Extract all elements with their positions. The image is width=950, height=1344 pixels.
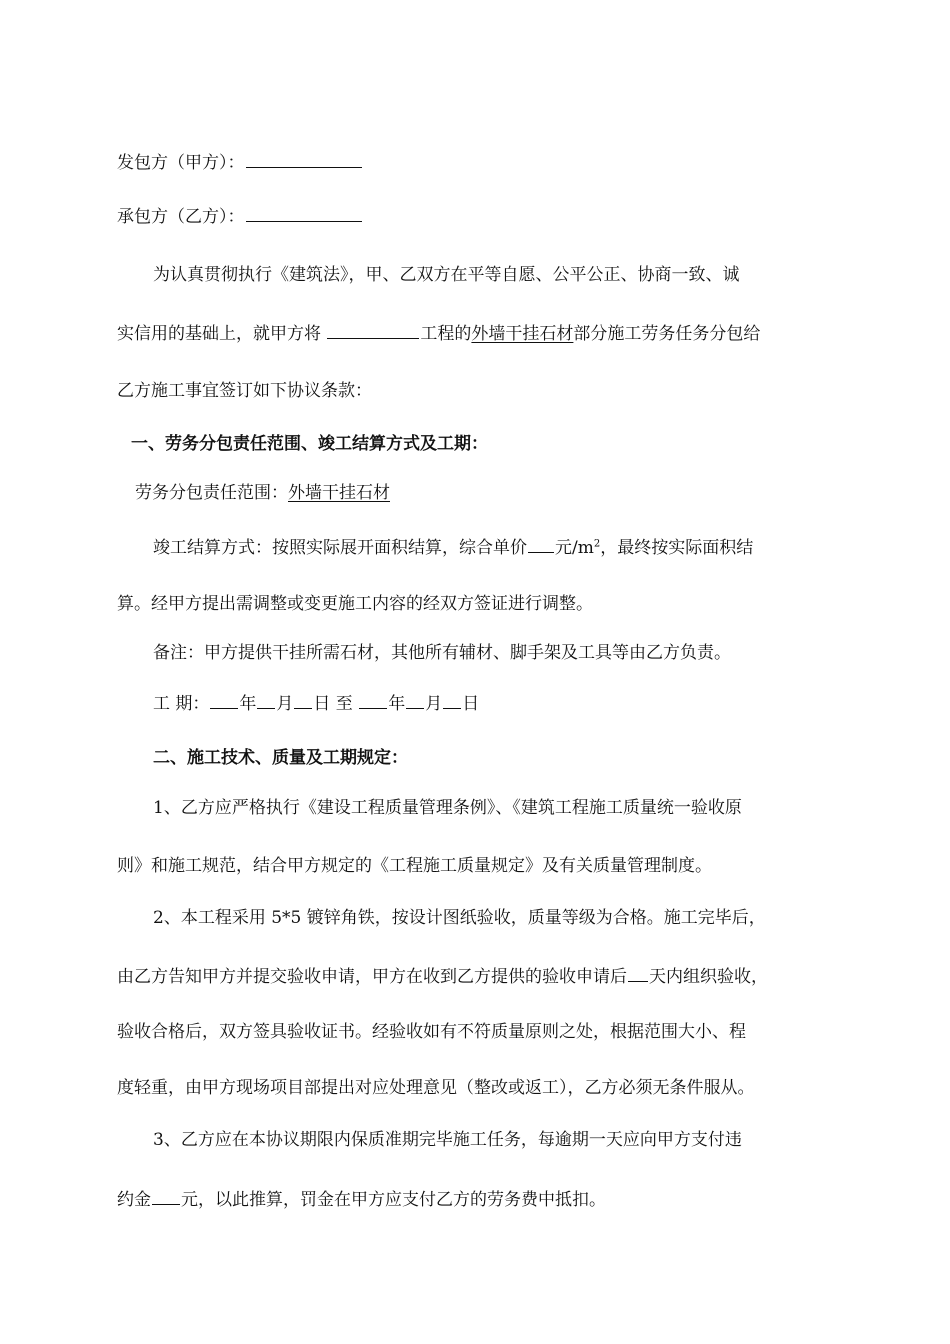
clause2-line-1: 2、本工程采用 5*5 镀锌角铁，按设计图纸验收，质量等级为合格。施工完毕后， bbox=[153, 908, 766, 928]
settlement-text-a: 竣工结算方式：按照实际展开面积结算，综合单价 bbox=[153, 538, 527, 558]
scope-value: 外墙干挂石材 bbox=[288, 483, 390, 503]
party-b-blank bbox=[246, 206, 362, 222]
scope-line bbox=[135, 483, 390, 503]
settlement-unit-sup: 2 bbox=[593, 538, 601, 550]
intro-text-c: 部分施工劳务任务分包给 bbox=[573, 324, 761, 344]
intro-line-2 bbox=[117, 323, 760, 344]
days-blank bbox=[628, 966, 648, 982]
party-b-line bbox=[117, 206, 363, 227]
clause3-text-a: 约金 bbox=[117, 1190, 151, 1210]
period-line bbox=[153, 693, 479, 714]
start-month-blank bbox=[257, 693, 275, 709]
clause1-line-1: 1、乙方应严格执行《建设工程质量管理条例》、《建筑工程施工质量统一验收原 bbox=[153, 798, 742, 818]
start-year-blank bbox=[210, 693, 238, 709]
scope-underlined: 外墙干挂石材 bbox=[471, 324, 574, 344]
settlement-line-1 bbox=[153, 537, 753, 558]
clause3-line-1: 3、乙方应在本协议期限内保质准期完毕施工任务，每逾期一天应向甲方支付违 bbox=[153, 1130, 742, 1150]
party-a-label: 发包方（甲方）： bbox=[117, 153, 245, 173]
start-day-label: 日 bbox=[313, 694, 331, 714]
party-b-label: 承包方（乙方）： bbox=[117, 207, 245, 227]
unit-price-blank bbox=[528, 537, 554, 553]
party-a-line bbox=[117, 152, 363, 173]
section2-heading: 二、施工技术、质量及工期规定： bbox=[153, 748, 408, 768]
scope-label: 劳务分包责任范围： bbox=[135, 483, 288, 503]
clause2-line-4: 度轻重，由甲方现场项目部提出对应处理意见（整改或返工），乙方必须无条件服从。 bbox=[117, 1078, 755, 1098]
end-year-blank bbox=[359, 693, 387, 709]
section1-heading: 一、劳务分包责任范围、竣工结算方式及工期： bbox=[131, 434, 488, 454]
end-year-label: 年 bbox=[388, 694, 406, 714]
intro-line-3: 乙方施工事宜签订如下协议条款： bbox=[117, 381, 372, 401]
clause2-text-b: 天内组织验收， bbox=[649, 967, 768, 987]
clause2-line-3: 验收合格后，双方签具验收证书。经验收如有不符质量原则之处，根据范围大小、程 bbox=[117, 1022, 746, 1042]
period-label: 工 期： bbox=[153, 694, 210, 714]
start-month-label: 月 bbox=[276, 694, 294, 714]
settlement-text-b: ，最终按实际面积结 bbox=[600, 538, 754, 558]
period-to: 至 bbox=[330, 694, 359, 714]
clause2-text-a: 由乙方告知甲方并提交验收申请，甲方在收到乙方提供的验收申请后 bbox=[117, 967, 627, 987]
end-day-label: 日 bbox=[462, 694, 480, 714]
penalty-blank bbox=[152, 1189, 180, 1205]
end-day-blank bbox=[443, 693, 461, 709]
intro-text-b: 工程的 bbox=[420, 324, 472, 344]
project-name-blank bbox=[327, 323, 419, 339]
clause3-text-b: 元，以此推算，罚金在甲方应支付乙方的劳务费中抵扣。 bbox=[181, 1190, 606, 1210]
end-month-label: 月 bbox=[425, 694, 443, 714]
note-line: 备注：甲方提供干挂所需石材，其他所有辅材、脚手架及工具等由乙方负责。 bbox=[153, 643, 731, 663]
clause2-line-2 bbox=[117, 966, 768, 987]
intro-line-1: 为认真贯彻执行《建筑法》，甲、乙双方在平等自愿、公平公正、协商一致、诚 bbox=[153, 265, 740, 285]
intro-text-a: 实信用的基础上，就甲方将 bbox=[117, 324, 327, 344]
party-a-blank bbox=[246, 152, 362, 168]
start-day-blank bbox=[294, 693, 312, 709]
settlement-unit: 元/m bbox=[555, 538, 594, 558]
settlement-line-2: 算。经甲方提出需调整或变更施工内容的经双方签证进行调整。 bbox=[117, 594, 593, 614]
clause3-line-2 bbox=[117, 1189, 606, 1210]
end-month-blank bbox=[406, 693, 424, 709]
clause1-line-2: 则》和施工规范，结合甲方规定的《工程施工质量规定》及有关质量管理制度。 bbox=[117, 856, 712, 876]
start-year-label: 年 bbox=[239, 694, 257, 714]
